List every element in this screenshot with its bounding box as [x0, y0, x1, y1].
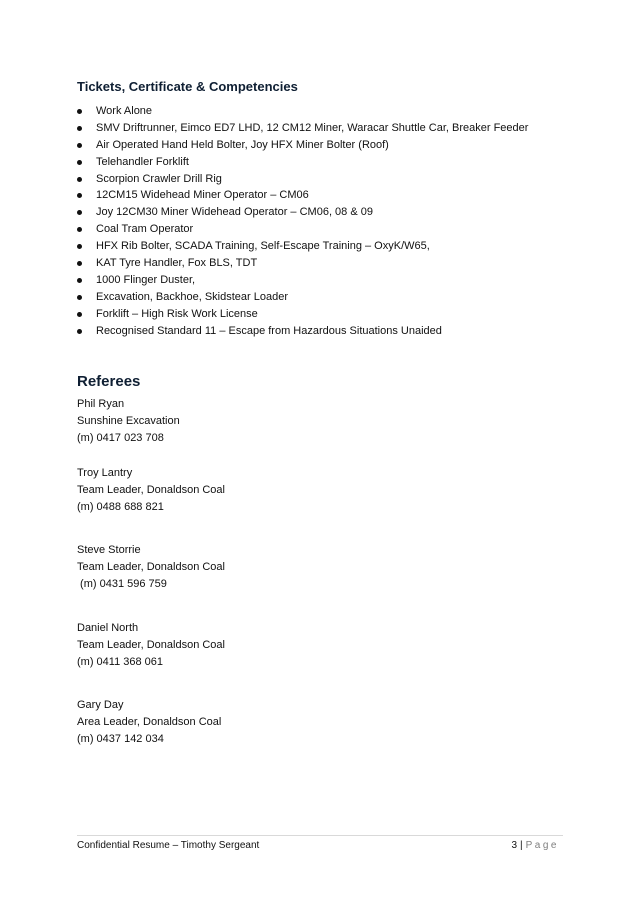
list-item: HFX Rib Bolter, SCADA Training, Self-Escape Training – OxyK/W65, [77, 238, 577, 255]
referee-phone: (m) 0437 142 034 [77, 733, 164, 745]
list-item: 1000 Flinger Duster, [77, 272, 577, 289]
bullet-icon [77, 312, 82, 317]
bullet-icon [77, 244, 82, 249]
bullet-icon [77, 193, 82, 198]
bullet-icon [77, 126, 82, 131]
list-item: Scorpion Crawler Drill Rig [77, 171, 577, 188]
bullet-icon [77, 109, 82, 114]
referee-role: Area Leader, Donaldson Coal [77, 716, 222, 728]
referee-entry [77, 542, 225, 593]
referee-phone: (m) 0488 688 821 [77, 501, 164, 513]
bullet-icon [77, 261, 82, 266]
list-item: Air Operated Hand Held Bolter, Joy HFX Miner Bolter (Roof) [77, 137, 577, 154]
list-item: KAT Tyre Handler, Fox BLS, TDT [77, 255, 577, 272]
referee-role: Sunshine Excavation [77, 415, 180, 427]
footer-divider [77, 835, 563, 836]
bullet-icon [77, 295, 82, 300]
page-label: Page [525, 840, 559, 851]
tickets-list [77, 103, 577, 339]
referee-name: Troy Lantry [77, 467, 133, 479]
referee-phone: (m) 0411 368 061 [77, 656, 164, 668]
referee-name: Gary Day [77, 699, 124, 711]
list-item: SMV Driftrunner, Eimco ED7 LHD, 12 CM12 Miner, Waracar Shuttle Car, Breaker Feeder [77, 120, 577, 137]
footer-document-title: Confidential Resume – Timothy Sergeant [77, 840, 260, 851]
bullet-icon [77, 329, 82, 334]
bullet-icon [77, 278, 82, 283]
referee-entry [77, 697, 221, 748]
bullet-icon [77, 143, 82, 148]
referee-phone: (m) 0417 023 708 [77, 432, 164, 444]
list-item: Coal Tram Operator [77, 221, 577, 238]
list-item: Excavation, Backhoe, Skidstear Loader [77, 289, 577, 306]
bullet-icon [77, 177, 82, 182]
list-item: Forklift – High Risk Work License [77, 306, 577, 323]
referee-name: Phil Ryan [77, 398, 125, 410]
footer-page-indicator [511, 840, 559, 851]
page-number: 3 [511, 840, 518, 851]
list-item: Joy 12CM30 Miner Widehead Operator – CM06, 08 & 09 [77, 204, 577, 221]
list-item: Recognised Standard 11 – Escape from Hazardous Situations Unaided [77, 323, 577, 340]
referee-entry [77, 620, 225, 671]
footer-separator: | [520, 840, 523, 851]
referee-name: Daniel North [77, 622, 139, 634]
referees-section-title: Referees [77, 373, 141, 390]
bullet-icon [77, 210, 82, 215]
list-item: 12CM15 Widehead Miner Operator – CM06 [77, 187, 577, 204]
list-item: Telehandler Forklift [77, 154, 577, 171]
referee-name: Steve Storrie [77, 544, 141, 556]
referee-role: Team Leader, Donaldson Coal [77, 484, 225, 496]
list-item: Work Alone [77, 103, 577, 120]
tickets-section-title: Tickets, Certificate & Competencies [77, 79, 298, 94]
referee-phone: (m) 0431 596 759 [77, 578, 167, 590]
referee-entry [77, 465, 225, 516]
referee-role: Team Leader, Donaldson Coal [77, 561, 225, 573]
bullet-icon [77, 160, 82, 165]
referee-entry [77, 396, 180, 447]
bullet-icon [77, 227, 82, 232]
referee-role: Team Leader, Donaldson Coal [77, 639, 225, 651]
